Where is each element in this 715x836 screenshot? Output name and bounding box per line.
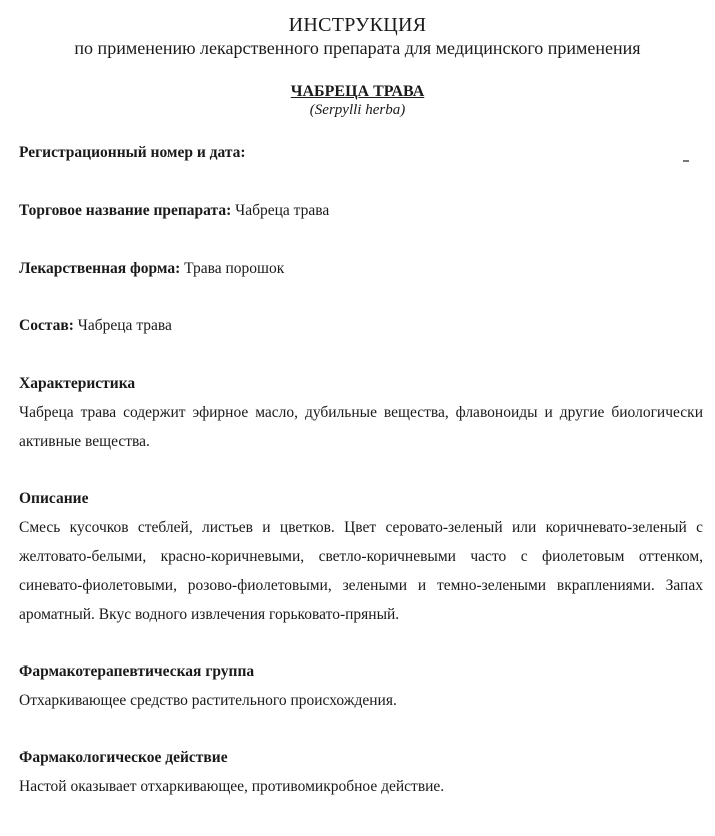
characteristics-heading: Характеристика (19, 375, 136, 392)
composition-value: Чабреца трава (73, 317, 172, 334)
registration-label: Регистрационный номер и дата: (19, 144, 246, 161)
description-text: Смесь кусочков стеблей, листьев и цветков. Цвет серовато-зеленый или коричневато-зеленый с желтовато-белыми, красно-коричневыми, светло-коричневыми часто с фиолетовым оттенком, синевато-фиолетовыми, розово-фиолетовыми, зелеными и темно-зелеными вкраплениями. Запах ароматный. Вкус водного извлечения горьковато-пряный. (19, 519, 703, 623)
composition-row (19, 311, 703, 340)
document-subtitle: по применению лекарственного препарата для медицинского применения (74, 38, 641, 58)
scan-mark (683, 160, 689, 162)
latin-name: (Serpylli herba) (309, 102, 406, 118)
pharmacotherapeutic-text: Отхаркивающее средство растительного происхождения. (19, 692, 397, 709)
registration-row (19, 138, 703, 167)
document-title: ИНСТРУКЦИЯ (288, 14, 427, 36)
trade-name-value: Чабреца трава (231, 202, 330, 219)
trade-name-row (19, 196, 703, 225)
characteristics-text: Чабреца трава содержит эфирное масло, дубильные вещества, флавоноиды и другие биологически активные вещества. (19, 404, 703, 450)
description-heading: Описание (19, 490, 89, 507)
dosage-form-label: Лекарственная форма: (19, 260, 181, 277)
drug-name: ЧАБРЕЦА ТРАВА (290, 83, 425, 100)
dosage-form-row (19, 254, 703, 283)
composition-label: Состав: (19, 317, 74, 334)
trade-name-label: Торговое название препарата: (19, 202, 232, 219)
pharmacotherapeutic-heading: Фармакотерапевтическая группа (19, 663, 255, 680)
dosage-form-value: Трава порошок (180, 260, 285, 277)
pharmacological-text: Настой оказывает отхаркивающее, противомикробное действие. (19, 778, 445, 795)
pharmacological-heading: Фармакологическое действие (19, 749, 228, 766)
